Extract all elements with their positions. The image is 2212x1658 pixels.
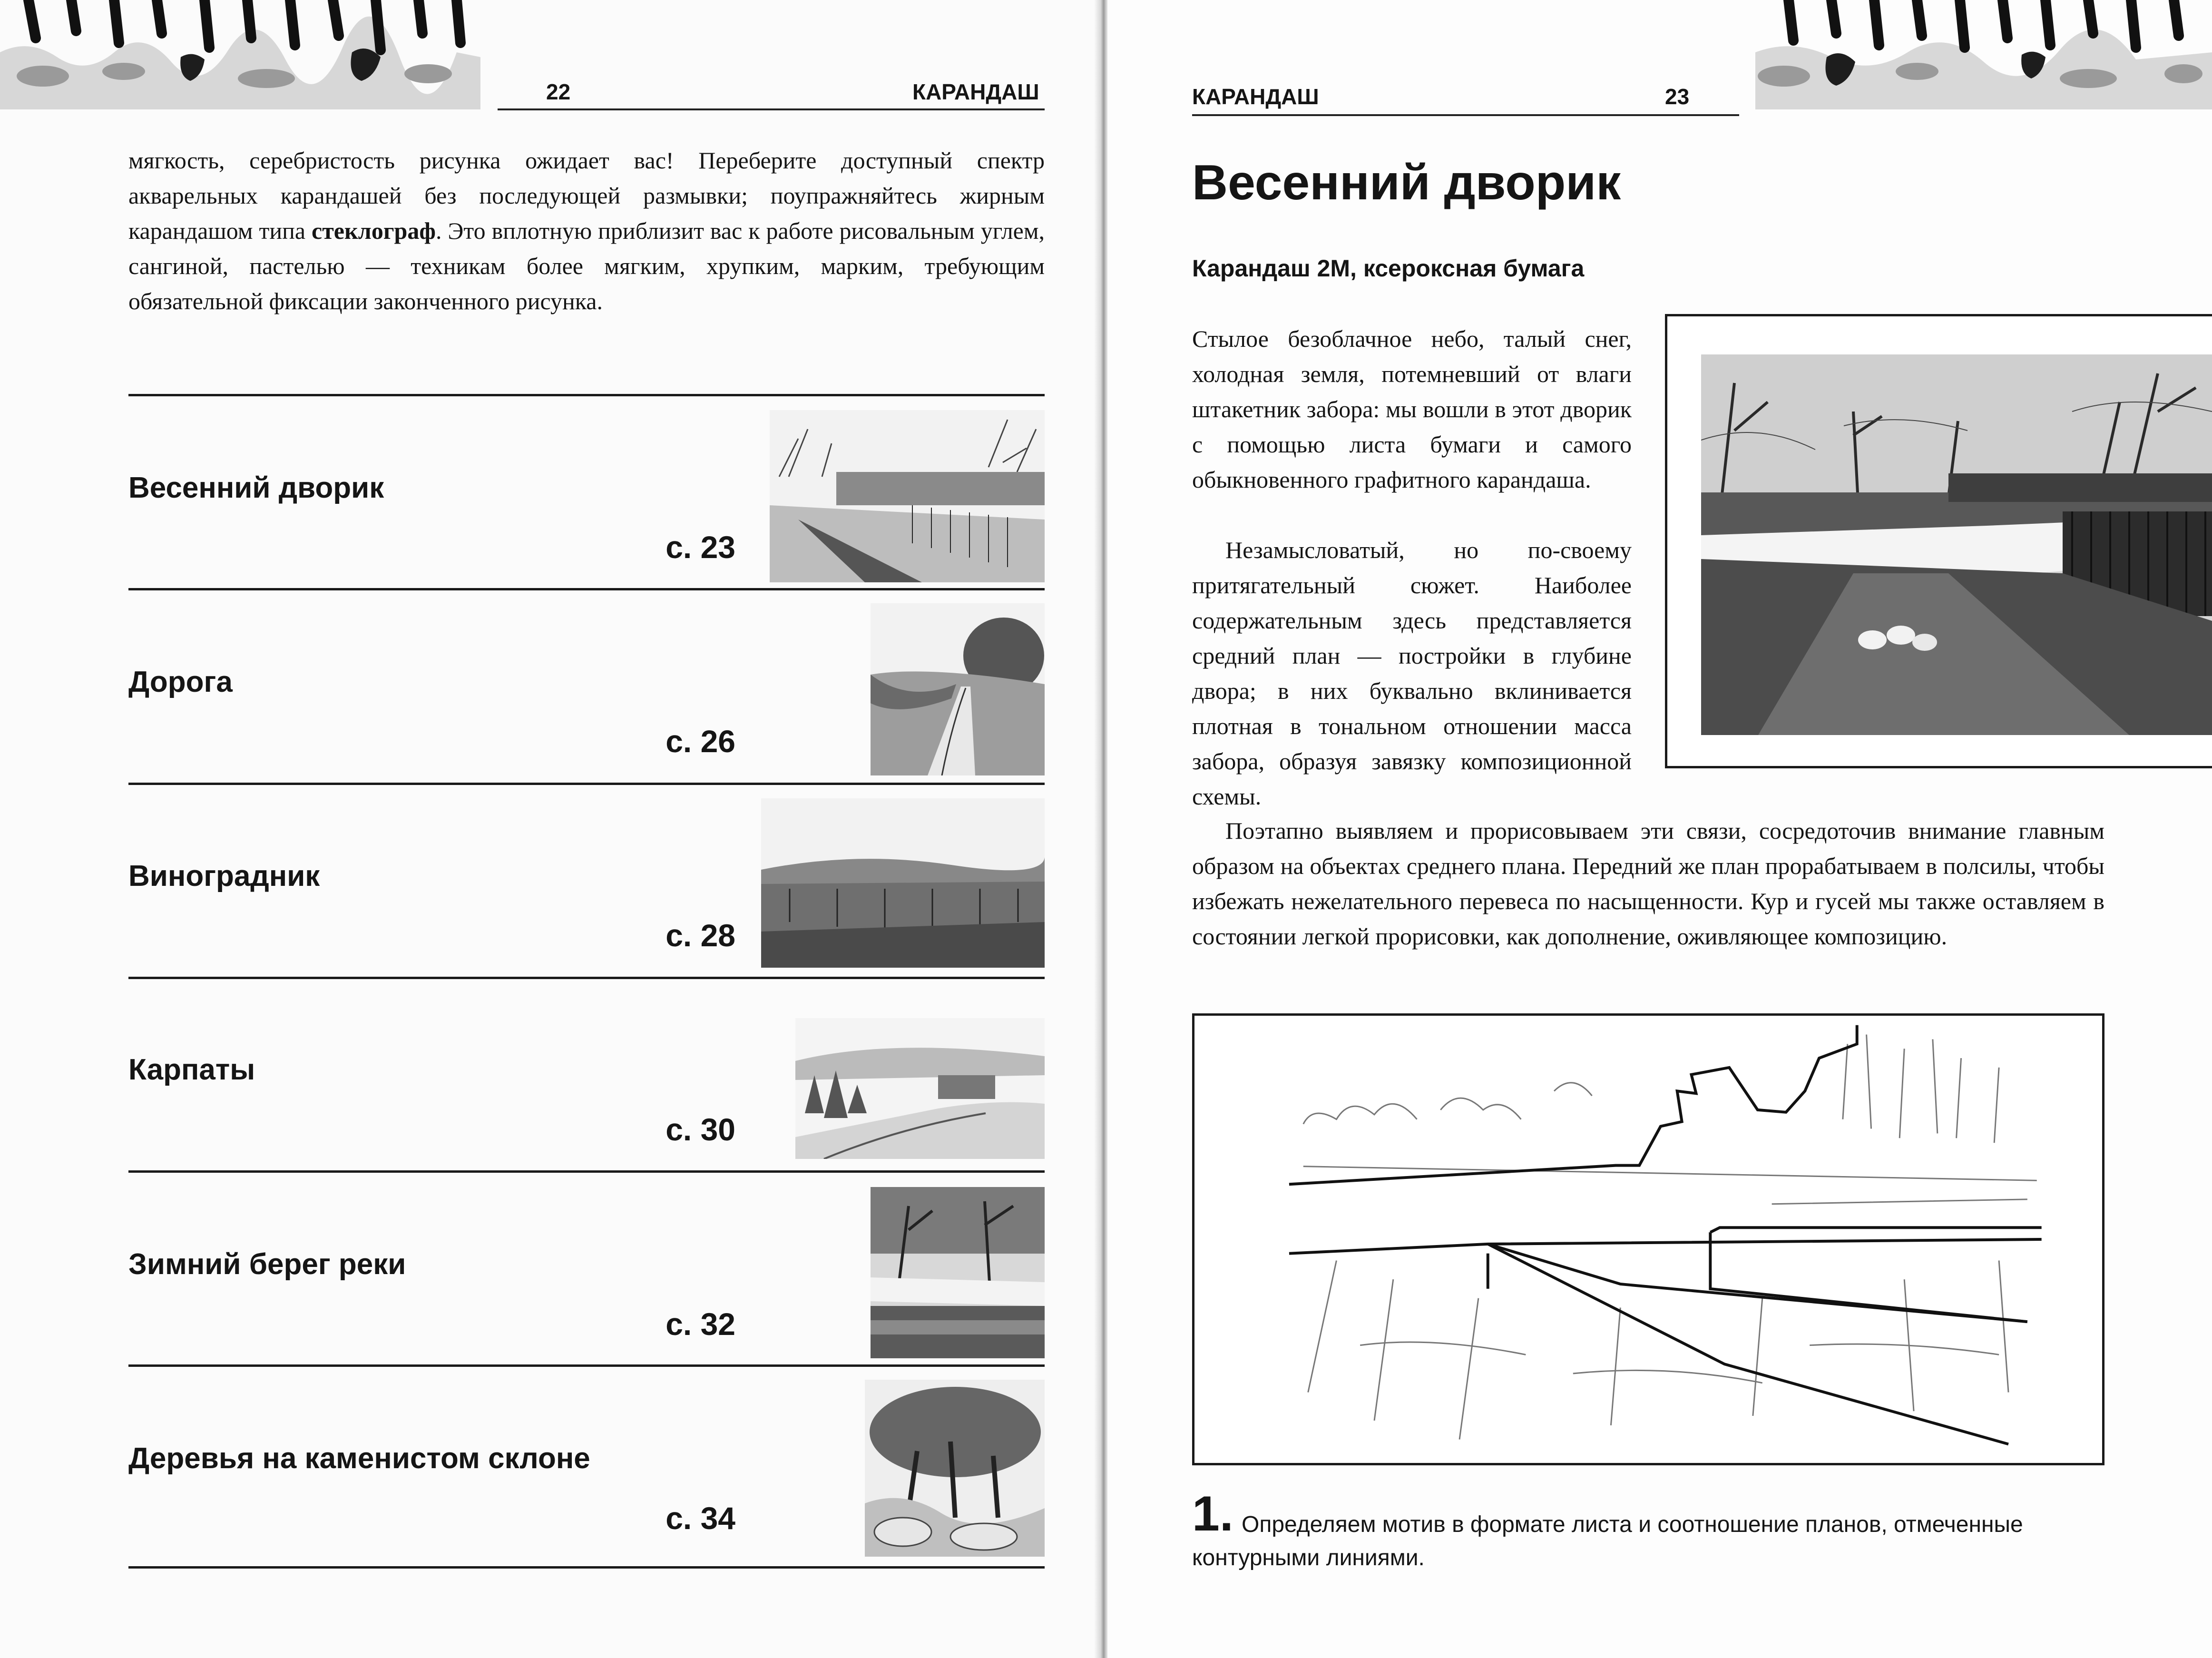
- toc-rule: [128, 394, 1045, 396]
- toc-rule: [128, 588, 1045, 590]
- toc-entry-page[interactable]: с. 34: [666, 1501, 735, 1536]
- intro-text-after: . Это вплотную приблизит вас к работе рисовальным углем, сангиной, пастелью — техникам более мягким, хрупким, марким, требующим обязательной фиксации законченного рисунка.: [128, 217, 1045, 314]
- paragraph-2: [1192, 532, 1632, 814]
- header-brush-illustration-left: [0, 0, 480, 109]
- toc-entry-page[interactable]: с. 32: [666, 1306, 735, 1342]
- thumbnail-carpathians: [795, 1018, 1045, 1159]
- paragraph-1: [1192, 321, 1632, 497]
- step-number: 1.: [1192, 1486, 1233, 1541]
- thumbnail-trees-rocky-slope: [865, 1380, 1045, 1557]
- toc-entry-title[interactable]: Карпаты: [128, 1053, 255, 1086]
- paragraph-1-text: Стылое безоблачное небо, талый снег, холодная земля, потемневший от влаги штакетник забора: мы вошли в этот дворик с помощью листа бумаги и самого обыкновенного графитного карандаша.: [1192, 325, 1632, 493]
- header-rule-right: [1192, 114, 1739, 116]
- toc-entry-title[interactable]: Весенний дворик: [128, 471, 384, 504]
- page-number-right: 23: [1665, 84, 1690, 109]
- reference-photo-yard: [1701, 354, 2212, 735]
- intro-text-before: мягкость, серебристость рисунка ожидает вас! Переберите доступный спектр акварельных карандашей без последующей размывки; поупражняйтесь жирным карандашом типа: [128, 147, 1045, 244]
- thumbnail-winter-riverbank: [871, 1187, 1045, 1358]
- toc-rule: [128, 1566, 1045, 1569]
- running-head-left: КАРАНДАШ: [912, 79, 1039, 104]
- paragraph-3-text: Поэтапно выявляем и прорисовываем эти связи, сосредоточив внимание главным образом на объектах среднего плана. Передний же план прорабатываем в полсилы, чтобы избежать нежелательного перевеса по насыщенности. Кур и гусей мы также оставляем в состоянии легкой прорисовки, как дополнение, оживляющее композицию.: [1192, 817, 2104, 950]
- toc-entry-title[interactable]: Зимний берег реки: [128, 1248, 406, 1281]
- thumbnail-vineyard: [761, 798, 1045, 968]
- toc-entry-page[interactable]: с. 23: [666, 530, 735, 565]
- toc-entry-title[interactable]: Дорога: [128, 666, 233, 698]
- step-caption: Определяем мотив в формате листа и соотношение планов, отмеченные контурными линиями.: [1192, 1512, 2023, 1570]
- intro-bold-term: стеклограф: [312, 217, 436, 244]
- article-title: Весенний дворик: [1192, 155, 1621, 210]
- toc-rule: [128, 783, 1045, 785]
- toc-rule: [128, 1364, 1045, 1367]
- sketch-step-1: [1192, 1013, 2104, 1465]
- toc-rule: [128, 1170, 1045, 1173]
- toc-entry-page[interactable]: с. 26: [666, 724, 735, 759]
- article-subtitle: Карандаш 2М, ксероксная бумага: [1192, 255, 1585, 282]
- running-head-right: КАРАНДАШ: [1192, 84, 1319, 109]
- paragraph-2-text: Незамысловатый, но по-своему притягательный сюжет. Наиболее содержательным здесь представляется средний план — постройки в глубине двора; в них буквально вклинивается плотная в тональном отношении масса забора, образуя завязку композиционной схемы.: [1192, 537, 1632, 810]
- thumbnail-spring-yard: [770, 410, 1045, 582]
- header-rule-left: [498, 108, 1045, 110]
- thumbnail-road: [871, 603, 1045, 775]
- toc-entry-page[interactable]: с. 28: [666, 918, 735, 953]
- toc-entry-title[interactable]: Виноградник: [128, 860, 320, 893]
- toc-entry-page[interactable]: с. 30: [666, 1112, 735, 1147]
- toc-entry-title[interactable]: Деревья на каменистом склоне: [128, 1442, 590, 1475]
- paragraph-3: [1192, 813, 2104, 954]
- left-page: [0, 0, 1102, 1658]
- intro-paragraph: [128, 143, 1045, 319]
- header-brush-illustration-right: [1755, 0, 2212, 109]
- page-number-left: 22: [546, 79, 571, 104]
- toc-rule: [128, 977, 1045, 979]
